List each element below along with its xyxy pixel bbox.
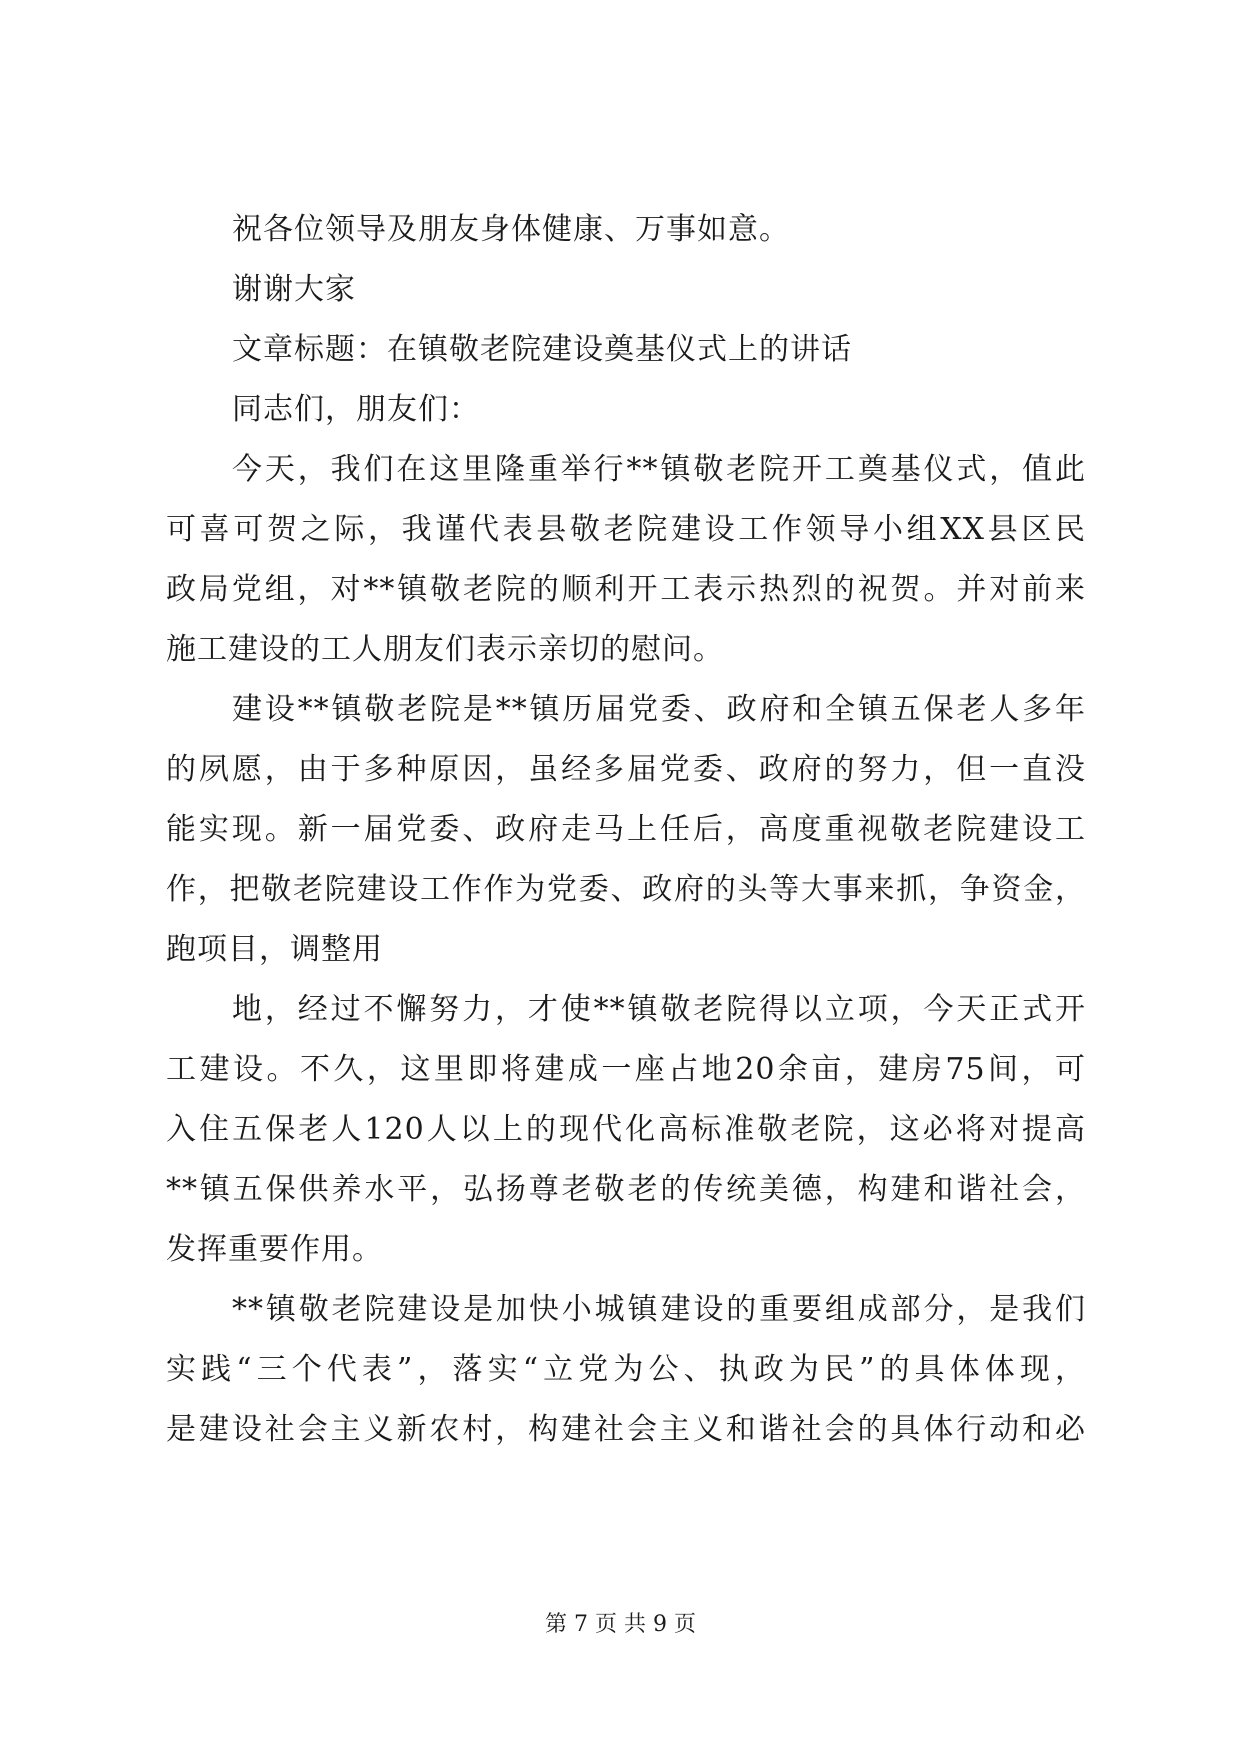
article-title-line: 文章标题：在镇敬老院建设奠基仪式上的讲话 [232,332,852,367]
paragraph-line: 跑项目，调整用 [166,932,383,967]
paragraph-line: 工建设。不久，这里即将建成一座占地20余亩，建房75间，可 [166,1052,1086,1087]
paragraph-line: 地，经过不懈努力，才使**镇敬老院得以立项，今天正式开 [232,992,1086,1027]
paragraph-line: 施工建设的工人朋友们表示亲切的慰问。 [166,632,724,667]
closing-wish-line: 祝各位领导及朋友身体健康、万事如意。 [232,212,790,247]
thanks-line: 谢谢大家 [232,272,356,307]
paragraph-line: 可喜可贺之际，我谨代表县敬老院建设工作领导小组XX县区民 [166,512,1086,547]
paragraph-line: 能实现。新一届党委、政府走马上任后，高度重视敬老院建设工 [166,812,1086,847]
paragraph-line: 实践“三个代表”，落实“立党为公、执政为民”的具体体现， [166,1352,1086,1387]
paragraph-line: 的夙愿，由于多种原因，虽经多届党委、政府的努力，但一直没 [166,752,1086,787]
paragraph-line: 今天，我们在这里隆重举行**镇敬老院开工奠基仪式，值此 [232,452,1086,487]
paragraph-line: 入住五保老人120人以上的现代化高标准敬老院，这必将对提高 [166,1112,1086,1147]
paragraph-line: 建设**镇敬老院是**镇历届党委、政府和全镇五保老人多年 [232,692,1086,727]
body-text [166,200,1086,1460]
paragraph-line: 政局党组，对**镇敬老院的顺利开工表示热烈的祝贺。并对前来 [166,572,1086,607]
paragraph-line: 是建设社会主义新农村，构建社会主义和谐社会的具体行动和必 [166,1412,1086,1447]
paragraph-line: **镇敬老院建设是加快小城镇建设的重要组成部分，是我们 [232,1292,1086,1327]
page-footer: 第 7 页 共 9 页 [545,1612,696,1637]
paragraph-line: 作，把敬老院建设工作作为党委、政府的头等大事来抓，争资金， [166,872,1086,907]
salutation-line: 同志们，朋友们： [232,392,480,427]
paragraph-line: **镇五保供养水平，弘扬尊老敬老的传统美德，构建和谐社会， [166,1172,1086,1207]
paragraph-line: 发挥重要作用。 [166,1232,383,1267]
